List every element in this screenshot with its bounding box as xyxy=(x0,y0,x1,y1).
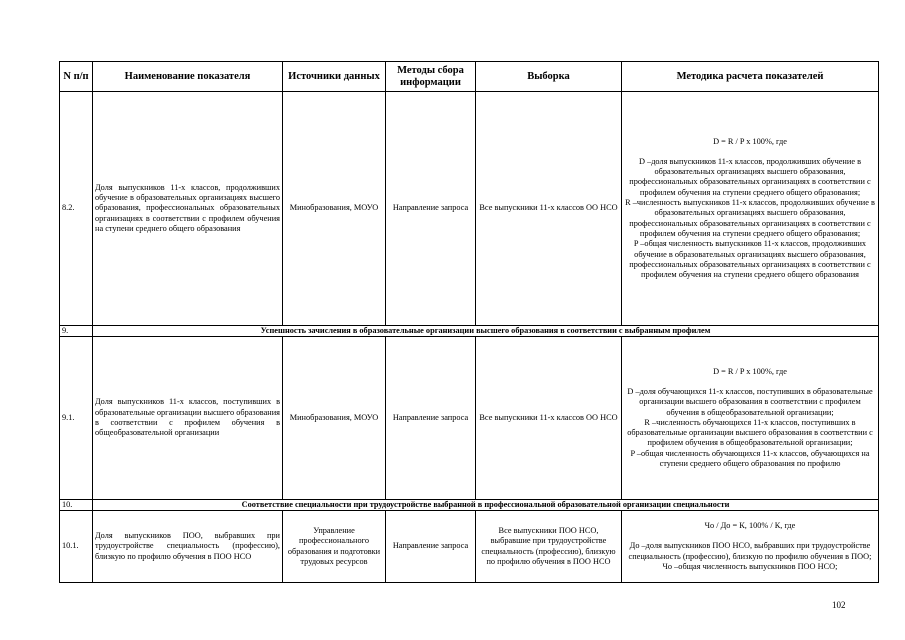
section-number: 9. xyxy=(60,326,93,337)
calculation-method xyxy=(622,92,879,326)
definition-line: P –общая численность обучающихся 11-х классов, обучающихся на ступени среднего общего образования по профилю xyxy=(630,448,870,469)
row-number: 9.1. xyxy=(60,337,93,500)
table-row xyxy=(60,337,879,500)
formula-line: Чо / До = К, 100% / К, где xyxy=(704,520,796,530)
indicators-table xyxy=(59,61,879,583)
header-name: Наименование показателя xyxy=(93,62,283,92)
page-number: 102 xyxy=(832,600,846,610)
data-source: Минобразования, МОУО xyxy=(283,92,386,326)
collection-method: Направление запроса xyxy=(386,92,476,326)
header-sample: Выборка xyxy=(476,62,622,92)
definition-line: R –численность выпускников 11-х классов, продолживших обучение в образовательных организациях высшего образования, профессиональных образовательных организациях в соответствии с профилем обучения на ступени среднего общего образования; xyxy=(625,198,875,238)
header-num: N п/п xyxy=(60,62,93,92)
indicator-name: Доля выпускников ПОО, выбравших при трудоустройстве специальность (профессию), близкую по профилю обучения в ПОО НСО xyxy=(93,511,283,583)
collection-method: Направление запроса xyxy=(386,337,476,500)
sample: Все выпускники ПОО НСО, выбравшие при трудоустройстве специальность (профессию), близкую по профилю обучения в ПОО НСО xyxy=(476,511,622,583)
formula-line: D = R / P x 100%, где xyxy=(713,136,787,146)
definition-line: D –доля обучающихся 11-х классов, поступивших в образовательные организации высшего образования в соответствии с профилем обучения в общеобразовательной организации; xyxy=(627,386,873,417)
section-row xyxy=(60,500,879,511)
header-calc: Методика расчета показателей xyxy=(622,62,879,92)
section-title: Успешность зачисления в образовательные организации высшего образования в соответствии с выбранным профилем xyxy=(93,326,879,337)
calculation-method xyxy=(622,511,879,583)
section-number: 10. xyxy=(60,500,93,511)
row-number: 10.1. xyxy=(60,511,93,583)
row-number: 8.2. xyxy=(60,92,93,326)
section-row xyxy=(60,326,879,337)
definition-line: R –численность обучающихся 11-х классов, поступивших в образовательные организации высшего образования в соответствии с профилем обучения в общеобразовательной организации; xyxy=(627,417,873,448)
header-row xyxy=(60,62,879,92)
indicator-name: Доля выпускников 11-х классов, поступивших в образовательные организации высшего образования в соответствии с профилем обучения в общеобразовательной организации xyxy=(93,337,283,500)
definition-line: D –доля выпускников 11-х классов, продолживших обучение в образовательных организациях высшего образования, профессиональных образовательных организациях в соответствии с профилем обучения на ступени среднего общего образования; xyxy=(629,156,871,197)
formula-line: D = R / P x 100%, где xyxy=(713,366,787,376)
data-source: Управление профессионального образования и подготовки трудовых ресурсов xyxy=(283,511,386,583)
table-row xyxy=(60,511,879,583)
header-source: Источники данных xyxy=(283,62,386,92)
sample: Все выпускники 11-х классов ОО НСО xyxy=(476,92,622,326)
definition-line: P –общая численность выпускников 11-х классов, продолживших обучение в образовательных организациях высшего образования, профессиональных образовательных организациях в соответствии с профилем обучения на ступени среднего общего образования xyxy=(629,239,871,280)
data-source: Минобразования, МОУО xyxy=(283,337,386,500)
header-method: Методы сбора информации xyxy=(386,62,476,92)
calculation-method xyxy=(622,337,879,500)
definition-line: Чо –общая численность выпускников ПОО НСО; xyxy=(662,561,838,571)
section-title: Соответствие специальности при трудоустройстве выбранной в профессиональной образовательной организации специальности xyxy=(93,500,879,511)
table-row xyxy=(60,92,879,326)
collection-method: Направление запроса xyxy=(386,511,476,583)
sample: Все выпускники 11-х классов ОО НСО xyxy=(476,337,622,500)
indicator-name: Доля выпускников 11-х классов, продолживших обучение в образовательных организациях высшего образования, профессиональных образовательных организациях в соответствии с профилем обучения на ступени среднего общего образования xyxy=(93,92,283,326)
definition-line: До –доля выпускников ПОО НСО, выбравших при трудоустройстве специальность (профессию), близкую по профилю обучения в ПОО; xyxy=(628,541,872,561)
